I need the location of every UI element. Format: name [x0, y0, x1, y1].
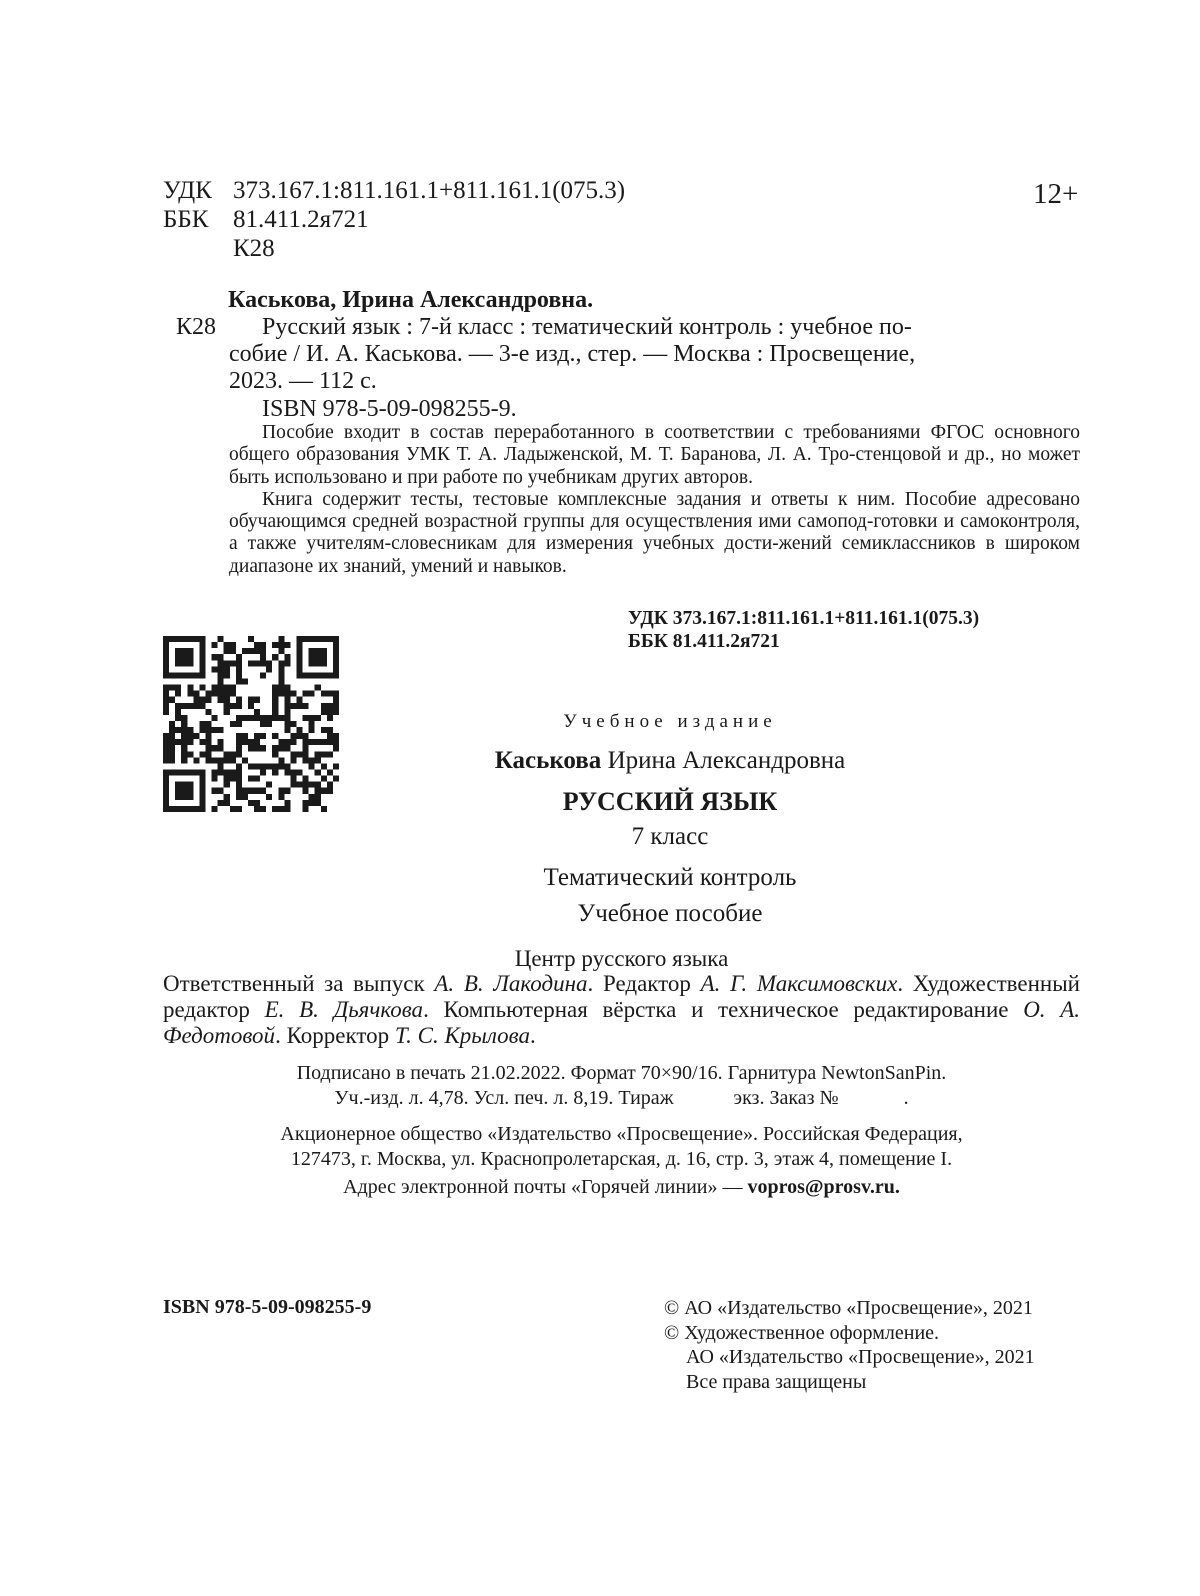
qr-code — [163, 636, 339, 812]
resp-label: Ответственный за выпуск — [163, 971, 425, 996]
book-title: РУССКИЙ ЯЗЫК — [562, 787, 778, 816]
description-line-1: Русский язык : 7-й класс : тематический контроль : учебное по- — [262, 314, 912, 340]
proof-label: Корректор — [286, 1023, 390, 1048]
classification-bold — [628, 607, 979, 653]
udk-value: 373.167.1:811.161.1+811.161.1(075.3) — [233, 177, 626, 204]
publisher-line-2: 127473, г. Москва, ул. Краснопролетарская, д. 16, стр. 3, этаж 4, помещение I. — [290, 1148, 953, 1170]
author-surname: Каськова — [494, 747, 602, 774]
author-sign-side: К28 — [176, 314, 217, 340]
email-label: Адрес электронной почты «Горячей линии» — — [343, 1176, 743, 1198]
author-heading: Каськова, Ирина Александровна. — [228, 287, 594, 313]
edition-type: Учебное издание — [563, 711, 777, 732]
description-line-2: собие / И. А. Каськова. — 3-е изд., стер. — Москва : Просвещение, — [229, 341, 916, 367]
print-info — [163, 1061, 1080, 1111]
center-name: Центр русского языка — [514, 946, 729, 971]
classification-block — [163, 176, 625, 263]
editor-label: Редактор — [602, 971, 691, 996]
email-line — [163, 1175, 1080, 1200]
isbn-footer: ISBN 978-5-09-098255-9 — [163, 1296, 372, 1318]
udk-label: УДК — [163, 177, 212, 204]
credits: Ответственный за выпуск А. В. Лакодина. Редактор А. Г. Максимовских. Художественный редактор Е. В. Дьячкова. Компьютерная вёрстка и техническое редактирование О. А. Федотовой. Корректор Т. С. Крылова. — [163, 971, 1081, 1048]
description-line-3: 2023. — 112 с. — [229, 368, 377, 394]
udk-bold: УДК 373.167.1:811.161.1+811.161.1(075.3) — [628, 608, 980, 629]
isbn-line: ISBN 978-5-09-098255-9. — [262, 396, 517, 422]
resp-name: А. В. Лакодина — [434, 971, 588, 996]
book-type: Учебное пособие — [577, 900, 763, 927]
grade: 7 класс — [631, 823, 709, 850]
copyright-1: © АО «Издательство «Просвещение», 2021 — [664, 1297, 1033, 1319]
annotation-paragraph-1: Пособие входит в состав переработанного в соответствии с требованиями ФГОС основного общего образования УМК Т. А. Ладыженской, М. Т. Баранова, Л. А. Тро-стенцовой и др., но может быть использовано и при работе по учебникам других авторов. — [229, 422, 1080, 488]
print-line-2: Уч.-изд. л. 4,78. Усл. печ. л. 8,19. Тираж экз. Заказ № . — [334, 1087, 909, 1109]
copyright-block — [664, 1296, 1035, 1394]
layout-label: Компьютерная вёрстка и техническое редактирование — [443, 997, 1009, 1022]
art-editor-name: Е. В. Дьячкова — [264, 997, 424, 1022]
bbk-bold: ББК 81.411.2я721 — [628, 631, 780, 652]
copyright-3: АО «Издательство «Просвещение», 2021 — [686, 1346, 1035, 1368]
copyright-2: © Художественное оформление. — [664, 1321, 940, 1344]
publisher-line-1: Акционерное общество «Издательство «Просвещение». Российская Федерация, — [280, 1123, 963, 1145]
art-editor-label: Художественный редактор — [163, 971, 1080, 1022]
email-address: vopros@prosv.ru. — [747, 1176, 900, 1198]
annotation — [229, 422, 1080, 578]
age-rating: 12+ — [1033, 178, 1079, 210]
bbk-label: ББК — [163, 206, 209, 233]
publisher-info — [163, 1122, 1080, 1200]
rights-reserved: Все права защищены — [686, 1370, 867, 1393]
author-name — [330, 747, 1010, 775]
annotation-paragraph-2: Книга содержит тесты, тестовые комплексные задания и ответы к ним. Пособие адресовано обучающимся средней возрастной группы для осуществления ими самопод-готовки и самоконтроля, а также учителям-словесникам для измерения учебных дости-жений семиклассников в широком диапазоне их знаний, умений и навыков. — [229, 488, 1080, 577]
print-line-1: Подписано в печать 21.02.2022. Формат 70×90/16. Гарнитура NewtonSanPin. — [296, 1062, 947, 1084]
subtitle: Тематический контроль — [543, 864, 797, 891]
layout-name: О. А. Федотовой — [163, 997, 1081, 1048]
bbk-value: 81.411.2я721 — [233, 206, 369, 233]
author-sign: К28 — [233, 235, 275, 262]
proof-name: Т. С. Крылова — [394, 1023, 531, 1048]
author-given: Ирина Александровна — [607, 747, 846, 774]
editor-name: А. Г. Максимовских — [700, 971, 898, 996]
